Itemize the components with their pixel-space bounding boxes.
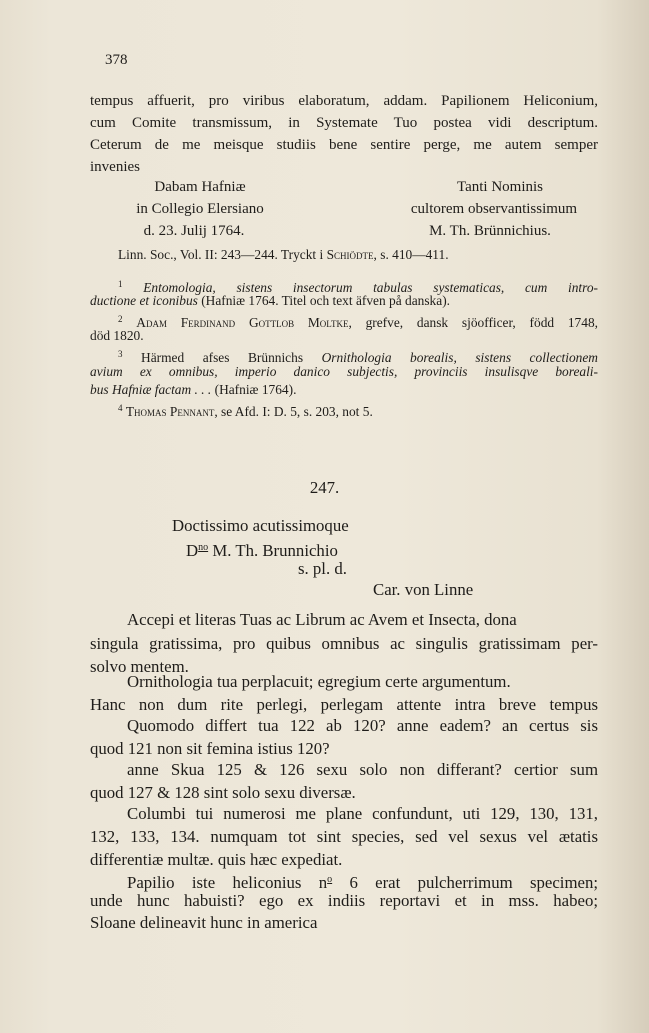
closing-left-line: Dabam Hafniæ [154, 179, 246, 195]
closing-left-line: in Collegio Elersiano [136, 201, 264, 217]
footnote-3-cont: avium ex omnibus, imperio danico subjectis, provinciis insulisqve boreali- [90, 364, 598, 379]
closing-left [130, 176, 270, 242]
closing-right-line: Tanti Nominis [456, 179, 544, 195]
letter-line: quod 127 & 128 sint solo sexu diversæ. [90, 783, 356, 802]
footnote-2: $^2$ Adam Ferdinand Gottlob Moltke, grefve, dansk sjöofficer, född 1748, [118, 314, 598, 330]
closing-left-line: d. 23. Julij 1764. [143, 223, 245, 239]
footnote-3: $^3$ Härmed afses Brünnichs Ornithologia borealis, sistens collectionem [118, 349, 598, 365]
footnote-3-cont: bus Hafniæ factam . . . (Hafniæ 1764). [90, 382, 297, 397]
letter-line: unde hunc habuisti? ego ex indiis reportavi et in mss. habeo; [90, 891, 598, 910]
letter-line: Sloane delineavit hunc in america [90, 913, 318, 932]
letter-line: anne Skua 125 & 126 sexu solo non differant? certior sum [127, 760, 598, 779]
letter-line: Ornithologia tua perplacuit; egregium certe argumentum. [127, 672, 511, 691]
source-author: Schiödte [326, 247, 374, 262]
body-line: tempus affuerit, pro viribus elaboratum, addam. Papilionem Heliconium, [90, 93, 598, 109]
salutation-line: s. pl. d. [298, 559, 347, 578]
body-line: Ceterum de me meisque studiis bene sentire perge, me autem semper [90, 137, 598, 153]
page-number: 378 [105, 52, 128, 68]
letter-line: Hanc non dum rite perlegi, perlegam attente intra breve tempus [90, 695, 598, 714]
letter-line: Quomodo differt tua 122 ab 120? anne eadem? an certus sis [127, 716, 598, 735]
letter-number: 247. [309, 478, 340, 497]
salutation-line: $D^{no}$ M. Th. Brunnichio [186, 541, 338, 560]
letter-line: singula gratissima, pro quibus omnibus ac singulis gratissimam per- [90, 634, 598, 653]
salutation-sender: Car. von Linne [373, 580, 474, 599]
closing-right [400, 176, 588, 242]
letter-line: quod 121 non sit femina istius 120? [90, 739, 330, 758]
body-line: invenies [90, 159, 140, 175]
letter-line: Papilio iste heliconius $n^o$ 6 erat pulcherrimum specimen; [127, 873, 598, 892]
letter-line: differentiæ multæ. quis hæc expediat. [90, 850, 343, 869]
footnote-1-cont: ductione et iconibus (Hafniæ 1764. Titel och text äfven på danska). [90, 293, 450, 308]
letter-line: Columbi tui numerosi me plane confundunt, uti 129, 130, 131, [127, 804, 598, 823]
footnote-1: $^1$ Entomologia, sistens insectorum tabulas systematicas, cum intro- [118, 279, 598, 295]
footnote-4: $^4$ Thomas Pennant, se Afd. I: D. 5, s. 203, not 5. [118, 403, 373, 419]
source-note: Linn. Soc., Vol. II: 243—244. Tryckt i Schiödte, s. 410—411. [118, 247, 449, 262]
body-line: cum Comite transmissum, in Systemate Tuo postea vidi descriptum. [90, 115, 598, 131]
salutation-line: Doctissimo acutissimoque [172, 516, 349, 535]
footnote-2-cont: död 1820. [90, 328, 144, 343]
closing-right-line: cultorem observantissimum [410, 201, 578, 217]
letter-line: 132, 133, 134. numquam tot sint species, sed vel sexus vel ætatis [90, 827, 598, 846]
letter-line: solvo mentem. [90, 657, 189, 676]
letter-line: Accepi et literas Tuas ac Librum ac Avem et Insecta, dona [127, 610, 517, 629]
closing-right-line: M. Th. Brünnichius. [429, 223, 551, 239]
